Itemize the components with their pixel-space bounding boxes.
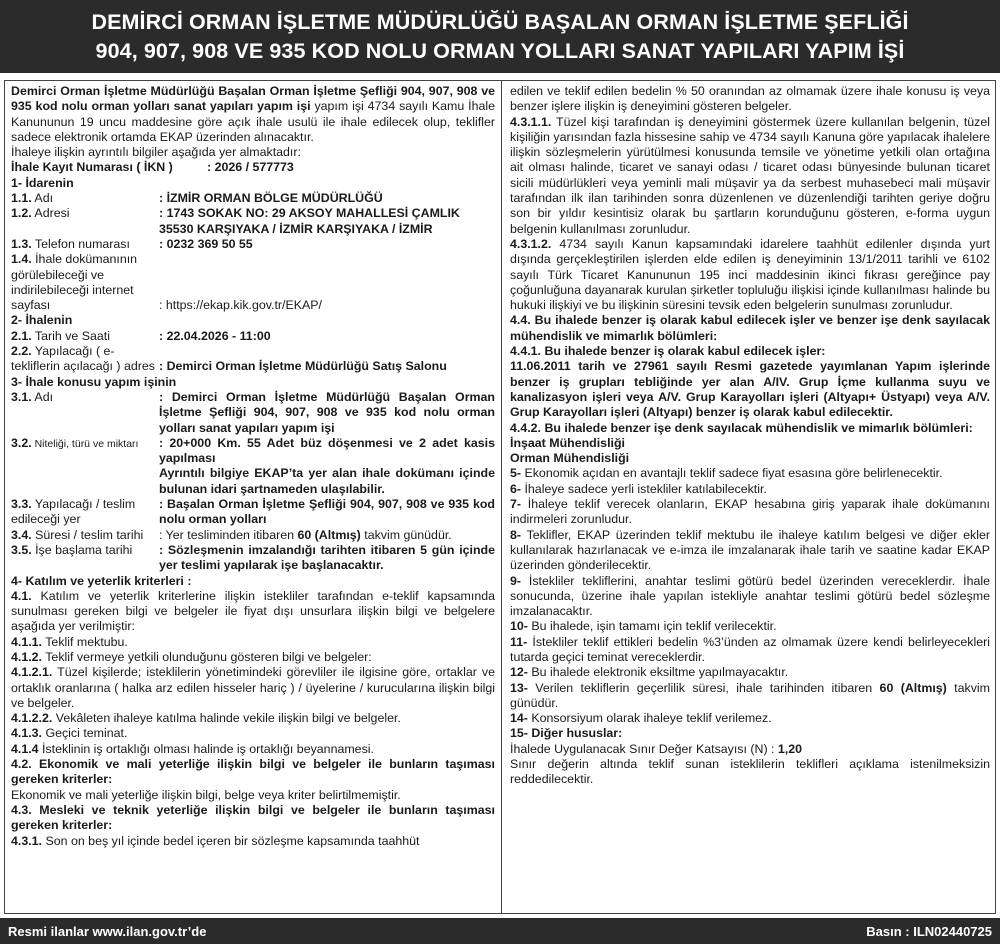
field-value: : Başalan Orman İşletme Şefliği 904, 907, 908 ve 935 kod nolu orman yolları <box>159 497 495 527</box>
field-value: : Demirci Orman İşletme Müdürlüğü Satış Salonu <box>159 359 447 374</box>
field-value: : 1743 SOKAK NO: 29 AKSOY MAHALLESİ ÇAMLIK 35530 KARŞIYAKA / İZMİR KARŞIYAKA / İZMİR <box>159 206 460 236</box>
header-title-line-1: DEMİRCİ ORMAN İŞLETME MÜDÜRLÜĞÜ BAŞALAN ORMAN İŞLETME ŞEFLİĞİ <box>91 9 909 34</box>
field-label: İşe başlama tarihi <box>31 542 133 557</box>
item-15-coefficient <box>510 742 990 757</box>
item-4-1-4 <box>11 742 495 757</box>
item-4-1-1 <box>11 635 495 650</box>
item-number: 13- <box>510 680 528 695</box>
field-1-4 <box>11 252 495 313</box>
field-value: : https://ekap.kik.gov.tr/EKAP/ <box>159 298 322 313</box>
field-value: : Demirci Orman İşletme Müdürlüğü Başalan Orman İşletme Şefliği 904, 907, 908 ve 935 kod nolu orman yolları sanat yapıları yapım işi <box>159 389 495 435</box>
item-4-1 <box>11 589 495 635</box>
item-number: 4.1.2.1. <box>11 665 53 680</box>
section-4-title: 4- Katılım ve yeterlik kriterleri : <box>11 573 192 588</box>
announcement-header <box>0 0 1000 73</box>
item-text: Son on beş yıl içinde bedel içeren bir sözleşme kapsamında taahhüt <box>42 833 420 848</box>
item-number: 14- <box>510 711 528 726</box>
item-number: 4.1.2.2. <box>11 711 53 726</box>
footer-source: Resmi ilanlar www.ilan.gov.tr’de <box>8 923 207 939</box>
coefficient-label: İhalede Uygulanacak Sınır Değer Katsayısı (N) : <box>510 741 778 756</box>
section-2-title: 2- İhalenin <box>11 313 73 328</box>
department-civil-engineering: İnşaat Mühendisliği <box>510 435 625 450</box>
field-2-1 <box>11 329 495 344</box>
item-text: Tüzel kişilerde; isteklilerin yönetimindeki görevliler ile ilgisine göre, ortaklar ve ortaklık oranlarına ( halka arz edilen hisseler hariç ) / üyelerine / kurucularına ilişkin bilgi ve belgeler. <box>11 665 495 710</box>
item-4-4-1-text: 11.06.2011 tarih ve 27961 sayılı Resmi gazetede yayımlanan Yapım işlerinde benzer iş grupları tebliğinde yer alan A/IV. Grup İçme kullanma suyu ve kanalizasyon işleri veya A/V. Grup Karayolları işleri (Altyapı+ Üstyapı) veya A/V. Grup Karayolları işleri (Altyapı) benzer iş olarak kabul edilecektir. <box>510 359 990 420</box>
item-text: Tüzel kişi tarafından iş deneyimini göstermek üzere kullanılan belgenin, tüzel kişiliğin yarısından fazla hissesine sahip ve 4734 sayılı Kanuna göre yapılacak ihalelere ilişkin sözleşmelerin yürütülmesi konusunda temsile ve yönetime yetkili olan ortağına ait olması halinde, ticaret ve sanayi odası / ticaret odası bünyesinde bulunan ticaret sicili müdürlükleri veya yeminli mali müşavir ya da serbest muhasebeci mali müşavir tarafından ilk ilan tarihinden sonra düzenlenen ve düzenlendiği tarihten geriye doğru son bir yıldır kesintisiz olarak bu şartların korunduğunu gösteren, e-forma uygun belgenin kullanılması zorunludur. <box>510 114 990 236</box>
item-text: Geçici teminat. <box>42 726 128 741</box>
field-value <box>159 436 495 497</box>
details-line: İhaleye ilişkin ayrıntılı bilgiler aşağıda yer almaktadır: <box>11 145 301 160</box>
item-12 <box>510 665 990 680</box>
field-value: : İZMİR ORMAN BÖLGE MÜDÜRLÜĞÜ <box>159 191 383 206</box>
field-number: 1.1. <box>11 191 32 206</box>
field-label: Adresi <box>31 206 70 221</box>
field-label: Yapılacağı ( e-tekliflerin açılacağı ) adres <box>11 344 155 374</box>
field-value-a: : Yer tesliminden itibaren <box>159 527 298 542</box>
item-text: Teklif mektubu. <box>42 634 128 649</box>
item-text: Ekonomik açıdan en avantajlı teklif sadece fiyat esasına göre belirlenecektir. <box>521 466 943 481</box>
item-8 <box>510 528 990 574</box>
item-4-2-text: Ekonomik ve mali yeterliğe ilişkin bilgi, belge veya kriter belirtilmemiştir. <box>11 787 401 802</box>
item-text: Teklifler, EKAP üzerinden teklif mektubu ile ihaleye katılım belgesi ve diğer ekler kullanılarak hazırlanacak ve e-imza ile imzalanarak ihale tarih ve saatine kadar EKAP üzerinden gönderilecektir. <box>510 527 990 573</box>
item-text: Katılım ve yeterlik kriterlerine ilişkin istekliler tarafından e-teklif kapsamında sunulması gereken bilgi ve belgeler ile fiyat dışı unsurlara ilişkin bilgi ve belgelere aşağıda yer verilmiştir: <box>11 588 495 634</box>
field-1-1 <box>11 191 495 206</box>
item-text: Bu ihalede, işin tamamı için teklif verilecektir. <box>527 619 777 634</box>
field-value-text: : 20+000 Km. 55 Adet büz döşenmesi ve 2 adet kasis yapılması <box>159 435 495 466</box>
field-number: 2.2. <box>11 344 32 359</box>
intro-bold: Demirci Orman İşletme Müdürlüğü Başalan Orman İşletme Şefliği 904, 907, 908 ve 935 kod nolu orman yolları sanat yapıları yapım işi <box>11 84 495 114</box>
field-number: 1.2. <box>11 206 32 221</box>
field-label: Adı <box>31 389 54 404</box>
field-value <box>159 528 495 543</box>
field-label: İhale dokümanının görülebileceği ve indirilebileceği internet sayfası <box>11 252 138 313</box>
item-number: 12- <box>510 665 528 680</box>
field-value: : 0232 369 50 55 <box>159 236 253 251</box>
field-3-5 <box>11 543 495 574</box>
field-number: 3.1. <box>11 389 32 404</box>
item-text: İstekliler tekliflerini, anahtar teslimi götürü bedel üzerinden vereceklerdir. İhale sonucunda, üzerine ihale yapılan istekliyle anahtar teslimi götürü bedel sözleşme imzalanacaktır. <box>510 573 990 619</box>
item-text-b: 60 (Altmış) <box>879 680 947 695</box>
section-1-title: 1- İdarenin <box>11 175 74 190</box>
item-text: Vekâleten ihaleye katılma halinde vekile ilişkin bilgi ve belgeler. <box>52 711 401 726</box>
continuation-paragraph: edilen ve teklif edilen bedelin % 50 oranından az olmamak üzere ihale konusu iş veya benzer işlere ilişkin iş deneyimini gösteren belgeler. <box>510 84 990 114</box>
item-text: İhaleye sadece yerli istekliler katılabilecektir. <box>521 481 767 496</box>
item-number: 7- <box>510 497 522 512</box>
field-label: Niteliği, türü ve miktarı <box>31 437 139 450</box>
ikn-row <box>11 160 495 175</box>
field-label: Adı <box>31 191 54 206</box>
item-number: 11- <box>510 634 528 649</box>
item-4-3-1-1 <box>510 115 990 237</box>
ikn-label: İhale Kayıt Numarası ( İKN ) <box>11 160 173 175</box>
item-number: 4.1.2. <box>11 649 43 664</box>
item-7 <box>510 497 990 528</box>
item-4-4-2-title: 4.4.2. Bu ihalede benzer işe denk sayılacak mühendislik ve mimarlık bölümleri: <box>510 420 973 435</box>
field-label: Telefon numarası <box>31 236 130 251</box>
item-text-a: Verilen tekliflerin geçerlilik süresi, ihale tarihinden itibaren <box>527 680 880 695</box>
field-value-extra: Ayrıntılı bilgiye EKAP’ta yer alan ihale dokümanı içinde bulunan idari şartnameden ulaşılabilir. <box>159 466 495 496</box>
field-2-2 <box>11 344 495 375</box>
item-number: 4.3.1.2. <box>510 236 552 251</box>
item-4-4-1-title: 4.4.1. Bu ihalede benzer iş olarak kabul edilecek işler: <box>510 344 826 359</box>
item-text: İstekliler teklif ettikleri bedelin %3’ünden az olmamak üzere kendi belirleyecekleri tutarda geçici teminat vereceklerdir. <box>510 634 990 664</box>
left-column <box>11 84 495 849</box>
field-3-4 <box>11 528 495 543</box>
field-value-b: 60 (Altmış) <box>297 527 361 542</box>
item-11 <box>510 635 990 666</box>
item-15-text: Sınır değerin altında teklif sunan isteklilerin teklifleri açıklama istenilmeksizin reddedilecektir. <box>510 757 990 787</box>
item-number: 4.1.1. <box>11 634 43 649</box>
field-label: Yapılacağı / teslim edileceği yer <box>11 497 136 527</box>
coefficient-value: 1,20 <box>777 741 803 756</box>
item-6 <box>510 482 990 497</box>
field-number: 1.4. <box>11 252 32 267</box>
item-15-title: 15- Diğer hususlar: <box>510 726 623 741</box>
header-title-line-2: 904, 907, 908 VE 935 KOD NOLU ORMAN YOLLARI SANAT YAPILARI YAPIM İŞİ <box>95 38 905 63</box>
field-number: 3.2. <box>11 435 32 450</box>
item-text: Konsorsiyum olarak ihaleye teklif verilemez. <box>527 711 772 726</box>
item-text-c: takvim günüdür. <box>510 680 990 710</box>
item-4-1-2 <box>11 650 495 665</box>
item-number: 4.3.1. <box>11 833 43 848</box>
item-4-3-title: 4.3. Mesleki ve teknik yeterliğe ilişkin bilgi ve belgeler ile bunların taşıması gereken kriterler: <box>11 802 495 833</box>
item-number: 9- <box>510 573 522 588</box>
item-10 <box>510 619 990 634</box>
field-3-2 <box>11 436 495 497</box>
item-4-3-1-2 <box>510 237 990 313</box>
item-number: 4.1.4 <box>11 741 39 756</box>
item-4-4-title: 4.4. Bu ihalede benzer iş olarak kabul edilecek işler ve benzer işe denk sayılacak mühendislik ve mimarlık bölümleri: <box>510 313 990 343</box>
item-number: 10- <box>510 619 528 634</box>
field-number: 2.1. <box>11 328 32 343</box>
item-text: İhaleye teklif verecek olanların, EKAP hesabına giriş yaparak ihale dokümanını indirmeleri zorunludur. <box>510 497 990 527</box>
item-number: 4.1.3. <box>11 726 43 741</box>
column-divider <box>501 80 502 914</box>
item-4-1-2-1 <box>11 665 495 711</box>
item-13 <box>510 681 990 712</box>
field-number: 3.3. <box>11 497 32 512</box>
item-number: 4.1. <box>11 588 32 603</box>
field-3-1 <box>11 390 495 436</box>
field-label: Tarih ve Saati <box>31 328 110 343</box>
item-number: 6- <box>510 481 522 496</box>
item-number: 5- <box>510 466 522 481</box>
item-14 <box>510 711 990 726</box>
footer-press-code: Basın : ILN02440725 <box>866 923 992 939</box>
field-value: : 22.04.2026 - 11:00 <box>159 328 271 343</box>
field-number: 3.4. <box>11 527 32 542</box>
item-number: 8- <box>510 527 522 542</box>
right-column <box>510 84 990 788</box>
item-9 <box>510 574 990 620</box>
field-1-3 <box>11 237 495 252</box>
field-value-c: takvim günüdür. <box>360 527 452 542</box>
item-4-3-1 <box>11 834 495 849</box>
field-1-2 <box>11 206 495 237</box>
announcement-footer <box>0 918 1000 944</box>
field-number: 3.5. <box>11 542 32 557</box>
department-forest-engineering: Orman Mühendisliği <box>510 451 630 466</box>
item-text: İsteklinin iş ortaklığı olması halinde iş ortaklığı beyannamesi. <box>38 741 374 756</box>
item-text: 4734 sayılı Kanun kapsamındaki idarelere taahhüt edilenler dışında yurt dışında gerçekleştirilen işlerden elde edilen iş deneyiminin 13/1/2011 tarihli ve 6102 sayılı Türk Ticaret Kanununun 195 inci maddesinin ikinci fıkrası gereğince pay çoğunluğuna dayanarak kurulan şirketler topluluğu ilişkisi içinde kullanılması halinde bu hukuki ilişkiyi ve bu ilişkinin süresini tevsik eden belgelerin sunulması zorunludur. <box>510 236 990 313</box>
item-number: 4.3.1.1. <box>510 114 552 129</box>
field-3-3 <box>11 497 495 528</box>
item-5 <box>510 466 990 481</box>
field-label: Süresi / teslim tarihi <box>31 527 144 542</box>
item-4-1-3 <box>11 726 495 741</box>
item-text: Teklif vermeye yetkili olunduğunu gösteren bilgi ve belgeler: <box>42 649 372 664</box>
item-4-2-title: 4.2. Ekonomik ve mali yeterliğe ilişkin bilgi ve belgeler ile bunların taşıması gereken kriterler: <box>11 757 495 787</box>
item-text: Bu ihalede elektronik eksiltme yapılmayacaktır. <box>527 665 789 680</box>
intro-paragraph <box>11 84 495 145</box>
ikn-value: : 2026 / 577773 <box>207 160 294 175</box>
field-value: : Sözleşmenin imzalandığı tarihten itibaren 5 gün içinde yer teslimi yapılarak işe başlanacaktır. <box>159 542 495 573</box>
item-4-1-2-2 <box>11 711 495 726</box>
intro-rest: yapım işi 4734 sayılı Kamu İhale Kanununun 19 uncu maddesine göre açık ihale usulü ile ihale edilecek olup, teklifler sadece elektronik ortamda EKAP üzerinden alınacaktır. <box>11 99 495 144</box>
field-number: 1.3. <box>11 236 32 251</box>
section-3-title: 3- İhale konusu yapım işinin <box>11 374 177 389</box>
